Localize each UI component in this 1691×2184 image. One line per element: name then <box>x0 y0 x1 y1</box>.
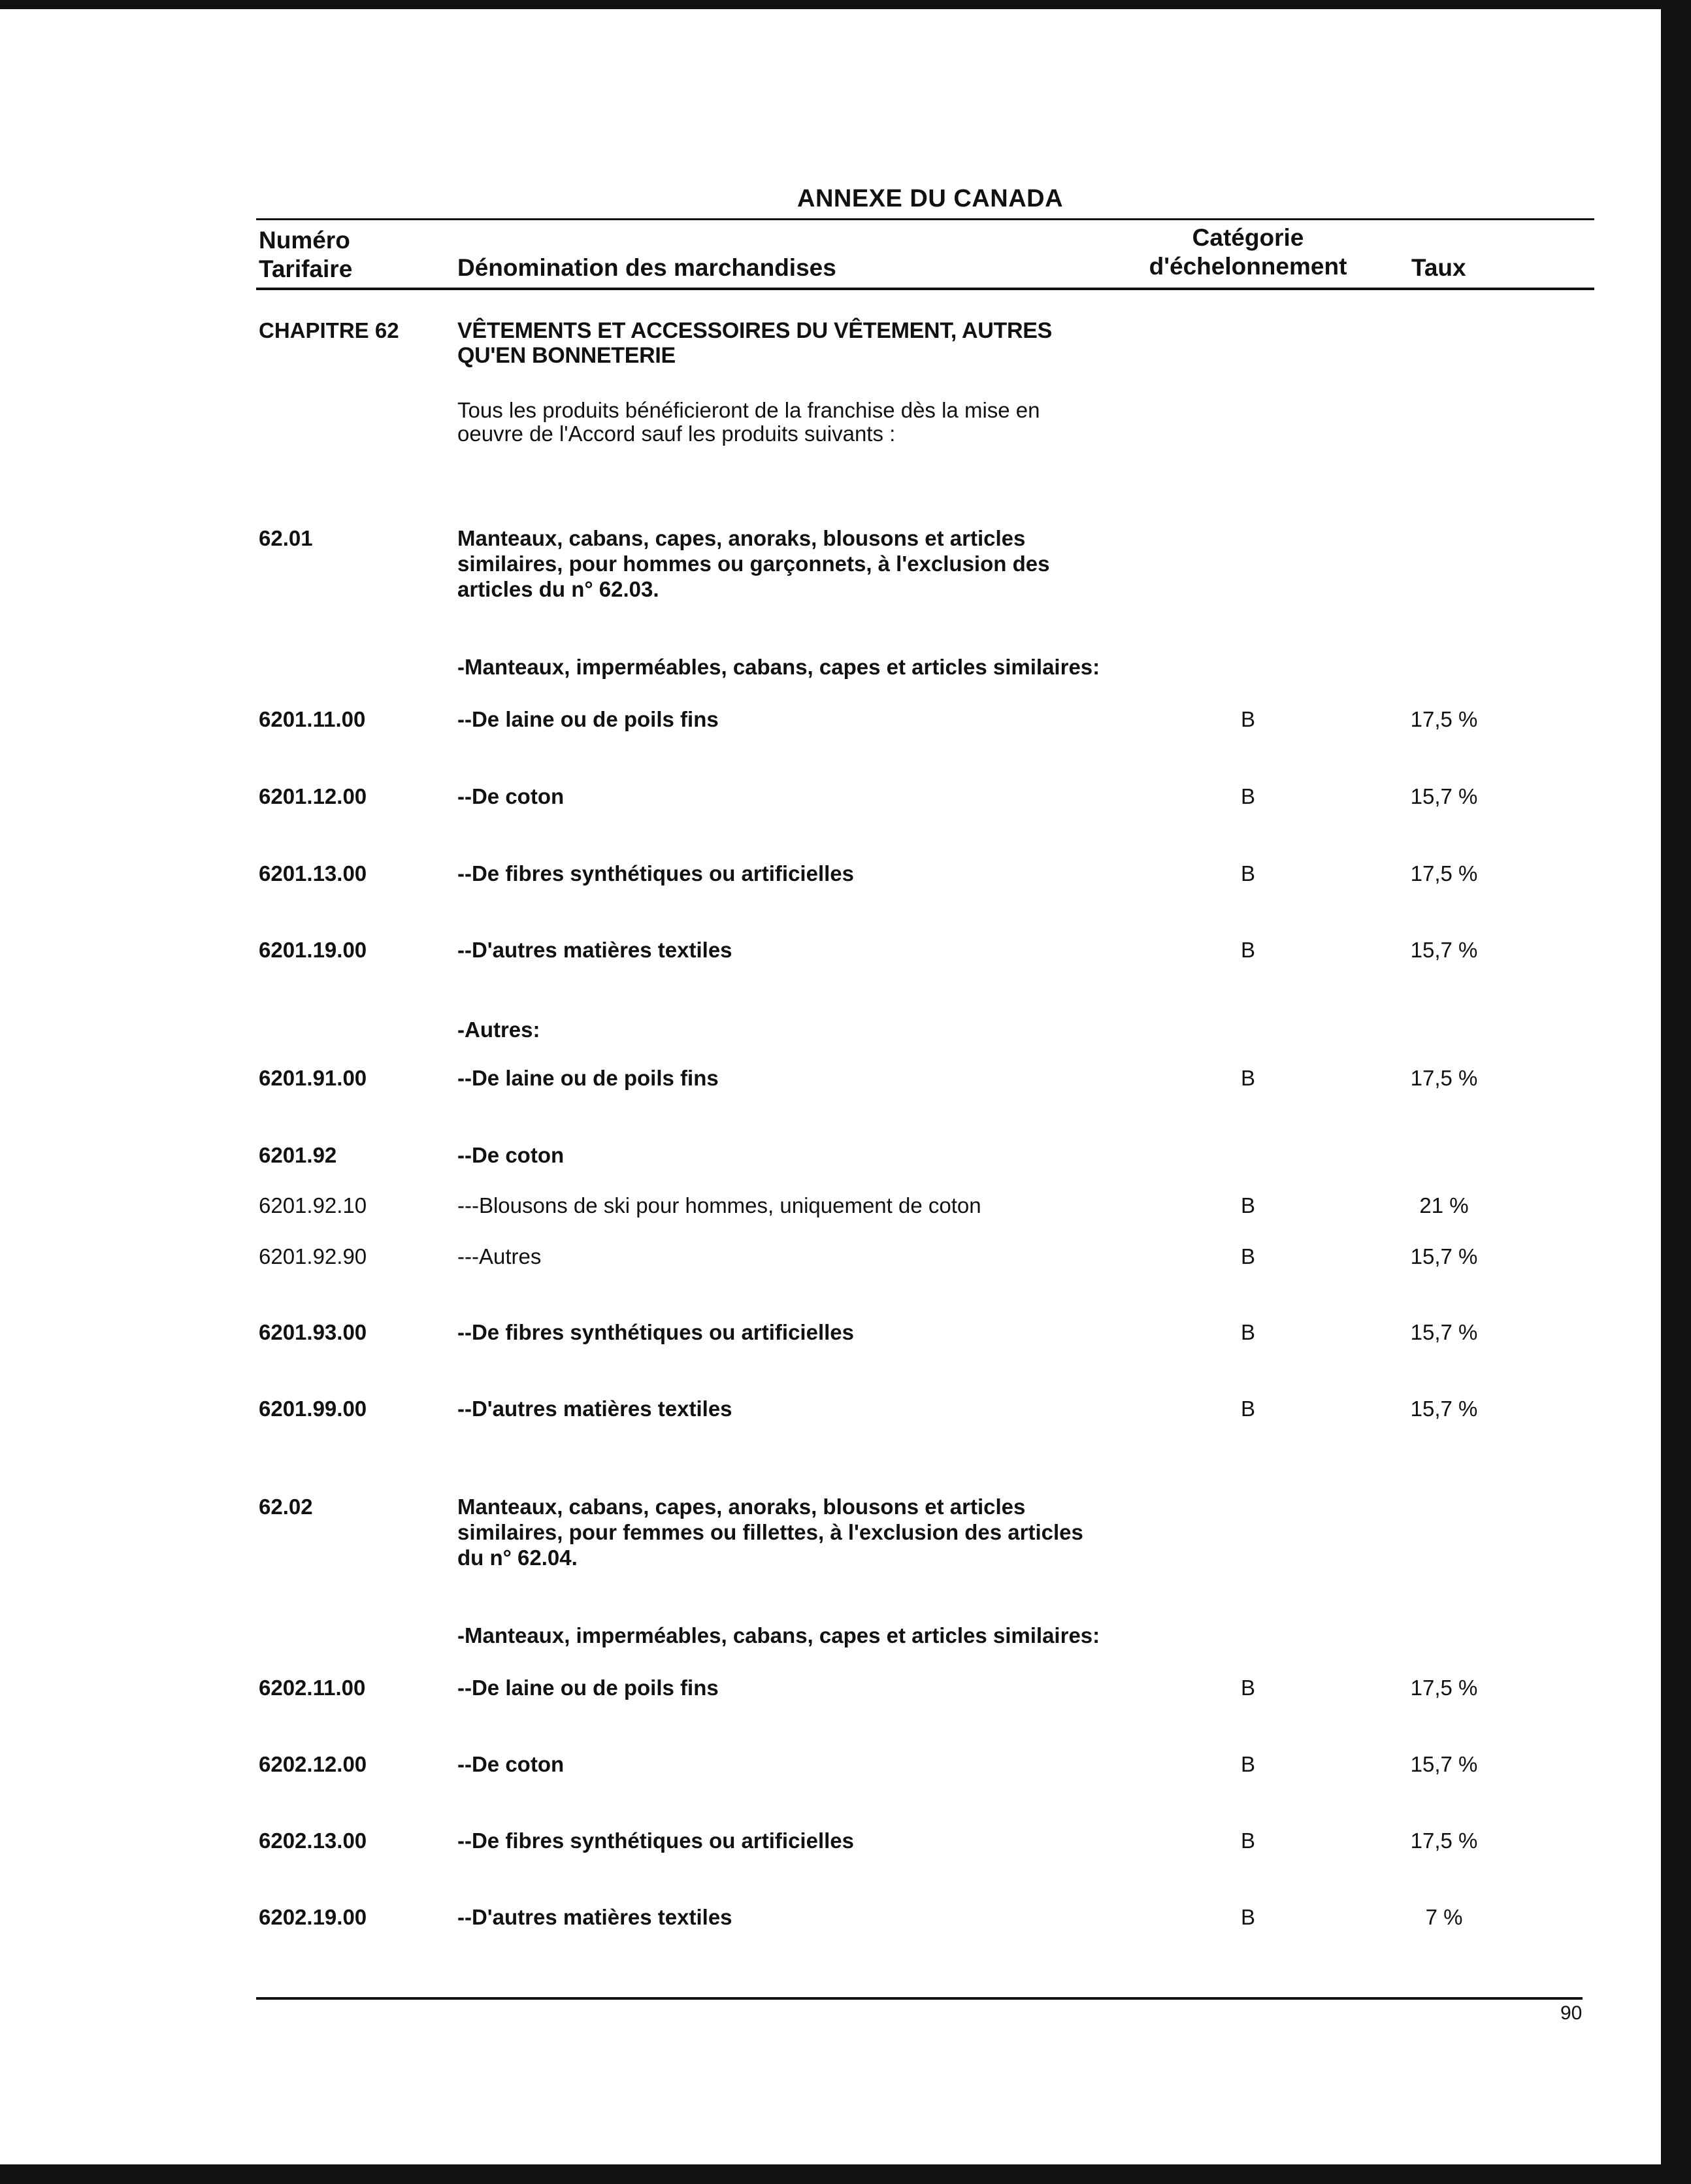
page-number: 90 <box>1560 2002 1583 2024</box>
chapter-title-line2: QU'EN BONNETERIE <box>457 343 676 368</box>
table-row-category: B <box>1240 707 1255 731</box>
table-row-desc-line: articles du n° 62.03. <box>457 577 659 601</box>
table-row-rate: 17,5 % <box>1410 1828 1478 1853</box>
header-top-rule <box>256 218 1594 220</box>
chapter-title-line1: VÊTEMENTS ET ACCESSOIRES DU VÊTEMENT, AUTRES <box>457 318 1052 343</box>
table-row-rate: 21 % <box>1419 1193 1469 1217</box>
table-row-desc-line: --De fibres synthétiques ou artificielles <box>457 1828 854 1853</box>
table-row-category: B <box>1240 861 1255 885</box>
table-row-category: B <box>1240 1066 1255 1090</box>
table-row-code: 6201.92.10 <box>259 1193 367 1217</box>
table-row-rate: 17,5 % <box>1410 1066 1478 1090</box>
header-tariff-number-line2: Tarifaire <box>259 256 353 282</box>
table-row-desc-line: Manteaux, cabans, capes, anoraks, blousons et articles <box>457 1495 1026 1519</box>
table-row-code: 6201.19.00 <box>259 938 367 962</box>
table-row-category: B <box>1240 1320 1255 1344</box>
table-row-code: 6202.11.00 <box>259 1676 366 1700</box>
table-row-rate: 17,5 % <box>1410 707 1478 731</box>
header-category-line2: d'échelonnement <box>1149 253 1347 280</box>
table-row-desc-line: --De laine ou de poils fins <box>457 1066 719 1090</box>
table-row-code: 6201.13.00 <box>259 861 367 885</box>
header-category <box>1137 223 1359 281</box>
table-row-desc-line: ---Blousons de ski pour hommes, uniquement de coton <box>457 1193 981 1217</box>
table-row-code: 6201.92 <box>259 1143 337 1167</box>
header-bottom-rule <box>256 288 1594 290</box>
table-row-code: 62.02 <box>259 1495 313 1519</box>
footer-rule <box>256 1997 1583 2000</box>
table-row-rate: 7 % <box>1425 1905 1463 1929</box>
chapter-code: CHAPITRE 62 <box>259 318 399 342</box>
table-row-category: B <box>1240 1244 1255 1268</box>
table-row-rate: 15,7 % <box>1410 1244 1478 1268</box>
table-row-code: 6201.91.00 <box>259 1066 367 1090</box>
table-row-code: 62.01 <box>259 526 313 550</box>
table-row-rate: 15,7 % <box>1410 784 1478 808</box>
table-row-category: B <box>1240 1193 1255 1217</box>
table-row-category: B <box>1240 1905 1255 1929</box>
table-subheading: -Manteaux, imperméables, cabans, capes et articles similaires: <box>457 655 1100 679</box>
table-row-rate: 15,7 % <box>1410 938 1478 962</box>
table-row-category: B <box>1240 1752 1255 1776</box>
table-row-category: B <box>1240 938 1255 962</box>
table-row-code: 6202.12.00 <box>259 1752 367 1776</box>
table-subheading: -Manteaux, imperméables, cabans, capes et articles similaires: <box>457 1623 1100 1647</box>
chapter-note-line1: Tous les produits bénéficieront de la franchise dès la mise en <box>457 398 1040 422</box>
table-subheading: -Autres: <box>457 1018 540 1042</box>
table-row-desc-line: --De fibres synthétiques ou artificielles <box>457 1320 854 1344</box>
table-row-desc-line: --De coton <box>457 1143 565 1167</box>
table-row-category: B <box>1240 1828 1255 1853</box>
table-row-category: B <box>1240 784 1255 808</box>
table-row-code: 6202.19.00 <box>259 1905 367 1929</box>
chapter-note-line2: oeuvre de l'Accord sauf les produits suivants : <box>457 422 896 446</box>
table-row-desc-line: --De coton <box>457 784 565 808</box>
table-row-rate: 15,7 % <box>1410 1752 1478 1776</box>
table-row-rate: 17,5 % <box>1410 861 1478 885</box>
table-row-desc-line: --De laine ou de poils fins <box>457 707 719 731</box>
table-row-code: 6201.92.90 <box>259 1244 367 1268</box>
table-row-desc-line: du n° 62.04. <box>457 1546 578 1570</box>
table-row-desc-line: --De fibres synthétiques ou artificielles <box>457 861 854 885</box>
table-row-desc-line: similaires, pour femmes ou fillettes, à l'exclusion des articles <box>457 1520 1083 1544</box>
table-row-desc-line: Manteaux, cabans, capes, anoraks, blousons et articles <box>457 526 1026 550</box>
header-tariff-number <box>259 226 352 284</box>
header-tariff-number-line1: Numéro <box>259 227 350 254</box>
table-row-desc-line: --D'autres matières textiles <box>457 938 732 962</box>
header-rate: Taux <box>1411 254 1466 281</box>
table-row-rate: 15,7 % <box>1410 1320 1478 1344</box>
table-row-desc-line: similaires, pour hommes ou garçonnets, à l'exclusion des <box>457 552 1050 576</box>
header-description: Dénomination des marchandises <box>457 254 836 281</box>
table-row-rate: 17,5 % <box>1410 1676 1478 1700</box>
table-row-code: 6201.11.00 <box>259 707 366 731</box>
table-row-category: B <box>1240 1676 1255 1700</box>
table-row-desc-line: --D'autres matières textiles <box>457 1397 732 1421</box>
table-row-desc-line: ---Autres <box>457 1244 542 1268</box>
table-row-desc-line: --De laine ou de poils fins <box>457 1676 719 1700</box>
table-row-code: 6201.99.00 <box>259 1397 367 1421</box>
annex-title: ANNEXE DU CANADA <box>797 185 1064 212</box>
table-row-category: B <box>1240 1397 1255 1421</box>
table-row-code: 6202.13.00 <box>259 1828 367 1853</box>
table-row-desc-line: --De coton <box>457 1752 565 1776</box>
table-row-code: 6201.12.00 <box>259 784 367 808</box>
table-row-rate: 15,7 % <box>1410 1397 1478 1421</box>
table-row-code: 6201.93.00 <box>259 1320 367 1344</box>
table-row-desc-line: --D'autres matières textiles <box>457 1905 732 1929</box>
header-category-line1: Catégorie <box>1192 224 1304 251</box>
